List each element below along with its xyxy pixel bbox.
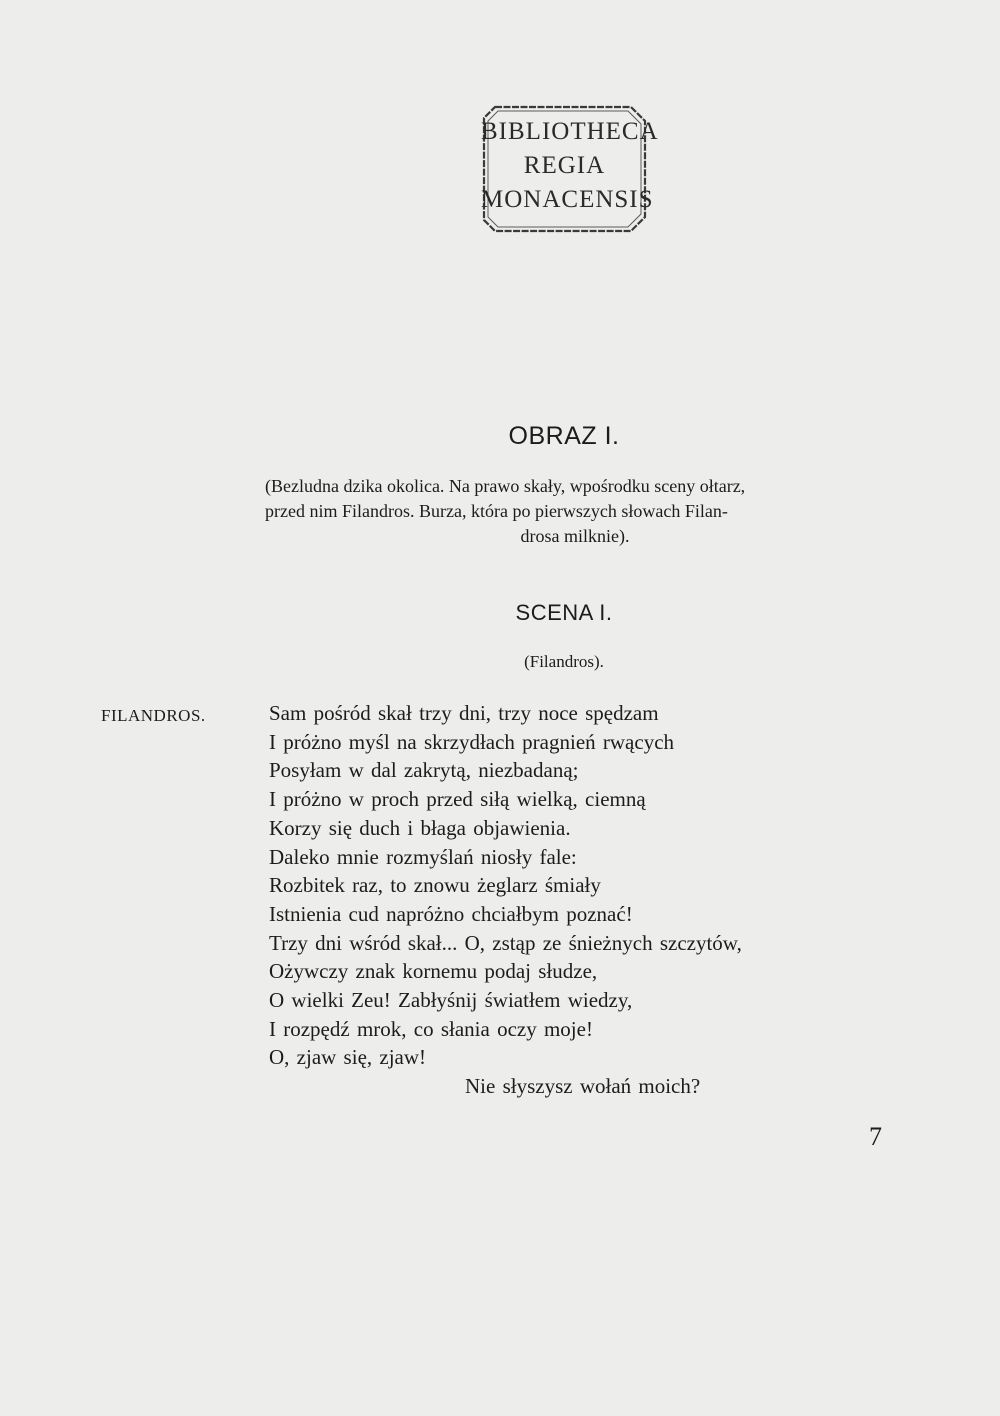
verse-line: Nie słyszysz wołań moich? xyxy=(465,1074,701,1099)
verse-line: O, zjaw się, zjaw! xyxy=(269,1045,427,1070)
verse-line: Daleko mnie rozmyślań niosły fale: xyxy=(269,844,577,869)
stamp-line-2: REGIA xyxy=(523,152,606,179)
stamp-line-3: MONACENSIS xyxy=(481,186,654,213)
page-number: 7 xyxy=(869,1122,882,1151)
stage-direction-line: (Bezludna dzika okolica. Na prawo skały, wpośrodku sceny ołtarz, xyxy=(265,476,746,496)
verse-line: Trzy dni wśród skał... O, zstąp ze śnieżnych szczytów, xyxy=(269,930,742,955)
verse-line: Ożywczy znak kornemu podaj słudze, xyxy=(269,959,598,984)
verse-line: I rozpędź mrok, co słania oczy moje! xyxy=(269,1016,593,1041)
scene-note: (Filandros). xyxy=(524,652,604,671)
stage-direction-line: przed nim Filandros. Burza, która po pierwszych słowach Filan- xyxy=(265,501,728,521)
speaker-name: FILANDROS. xyxy=(101,706,206,725)
verse-line: Posyłam w dal zakrytą, niezbadaną; xyxy=(269,758,579,783)
verse-line: I próżno w proch przed siłą wielką, ciemną xyxy=(269,787,646,812)
stage-direction-line: drosa milknie). xyxy=(520,526,630,546)
verse-line: Sam pośród skał trzy dni, trzy noce spędzam xyxy=(269,701,659,725)
verse-line: Rozbitek raz, to znowu żeglarz śmiały xyxy=(269,873,601,898)
stamp-line-1: BIBLIOTHECA xyxy=(481,118,659,145)
verse-block xyxy=(269,699,909,1101)
stage-direction xyxy=(265,474,885,549)
verse-line: Korzy się duch i błaga objawienia. xyxy=(269,815,571,840)
verse-line: O wielki Zeu! Zabłyśnij światłem wiedzy, xyxy=(269,988,633,1013)
verse-line: Istnienia cud napróżno chciałbym poznać! xyxy=(269,901,633,926)
library-stamp xyxy=(481,103,659,235)
act-heading: OBRAZ I. xyxy=(508,422,620,450)
scene-heading: SCENA I. xyxy=(515,600,613,625)
verse-line: I próżno myśl na skrzydłach pragnień rwących xyxy=(269,729,675,754)
